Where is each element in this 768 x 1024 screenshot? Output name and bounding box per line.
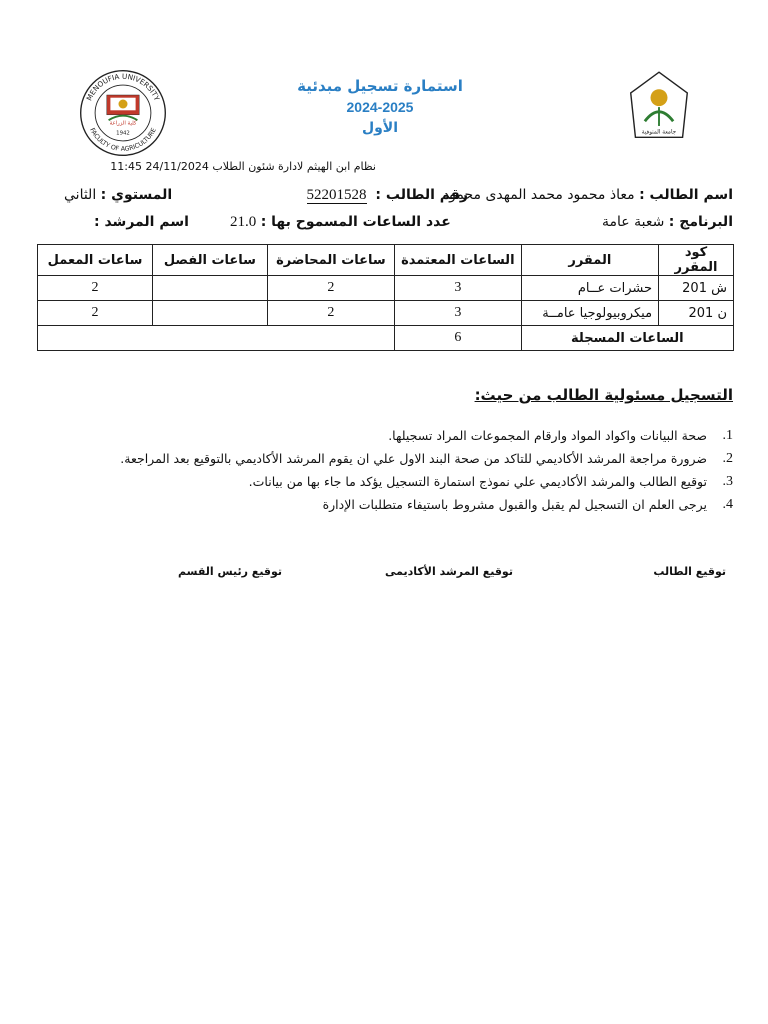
university-logo: [626, 68, 692, 154]
program-row: [602, 214, 733, 230]
note-text: توقيع الطالب والمرشد الأكاديمي علي نموذج استمارة التسجيل يؤكد ما جاء بها من بيانات.: [248, 474, 707, 489]
level-label: المستوي :: [100, 187, 173, 203]
allowed-hours-label: عدد الساعات المسموح بها :: [260, 214, 451, 230]
note-number: 4.: [722, 497, 733, 512]
faculty-logo: [78, 68, 168, 162]
student-name-label: اسم الطالب :: [639, 187, 733, 203]
total-row-empty: [38, 326, 395, 351]
note-text: ضرورة مراجعة المرشد الأكاديمي للتاكد من صحة البند الاول علي ان يقوم المرشد الأكاديمي بالتوقيع بعد المراجعة.: [120, 451, 707, 466]
advisor-label: اسم المرشد :: [94, 214, 189, 230]
note-number: 2.: [722, 451, 733, 466]
header-course-name: المقرر: [521, 245, 658, 276]
note-text: يرجى العلم ان التسجيل لم يقبل والقبول مشروط باستيفاء متطلبات الإدارة: [322, 497, 707, 512]
list-item: [53, 424, 733, 447]
head-signature-label: توقيع رئيس القسم: [178, 565, 283, 578]
cell-section-hours: [152, 276, 267, 301]
list-item: [53, 470, 733, 493]
system-timestamp-line: نظام ابن الهيثم لادارة شئون الطلاب 24/11/2024 11:45: [110, 160, 376, 173]
header-section-hours: ساعات الفصل: [152, 245, 267, 276]
cell-course-name: ميكروبيولوجيا عامــة: [521, 301, 658, 326]
student-id-row: [307, 187, 469, 204]
logo-inner-text: كلية الزراعة: [109, 120, 137, 127]
semester: الأول: [361, 120, 399, 136]
total-hours-label: الساعات المسجلة: [521, 326, 733, 351]
program-label: البرنامج :: [668, 214, 733, 230]
header-credit-hours: الساعات المعتمدة: [395, 245, 522, 276]
table-total-row: [38, 326, 734, 351]
academic-year: 2024-2025: [346, 99, 414, 115]
level-value: الثاني: [64, 187, 97, 203]
allowed-hours-value: 21.0: [230, 214, 257, 230]
table-header-row: [38, 245, 734, 276]
header-lecture-hours: ساعات المحاضرة: [267, 245, 394, 276]
level-row: [64, 187, 172, 203]
cell-lecture-hours: 2: [267, 276, 394, 301]
header-lab-hours: ساعات المعمل: [38, 245, 153, 276]
form-title-block: [230, 76, 530, 139]
form-title: استمارة تسجيل مبدئية: [297, 77, 463, 95]
allowed-hours-row: [230, 214, 451, 231]
courses-table: [37, 244, 734, 351]
logo-text-bottom: FACULTY OF AGRICULTURE: [88, 127, 158, 153]
cell-lecture-hours: 2: [267, 301, 394, 326]
cell-course-code: ش 201: [659, 276, 734, 301]
cell-credit-hours: 3: [395, 301, 522, 326]
note-number: 1.: [722, 428, 733, 443]
advisor-row: [94, 214, 189, 230]
student-id-label: رقم الطالب :: [375, 187, 468, 203]
cell-credit-hours: 3: [395, 276, 522, 301]
note-number: 3.: [722, 474, 733, 489]
table-row: [38, 276, 734, 301]
logo-text-top: MENOUFIA UNIVERSITY: [84, 71, 162, 103]
list-item: [53, 493, 733, 516]
cell-course-code: ن 201: [659, 301, 734, 326]
list-item: [53, 447, 733, 470]
notes-list: [53, 424, 733, 516]
total-hours-value: 6: [395, 326, 522, 351]
student-name-row: [443, 187, 733, 203]
header-course-code: كود المقرر: [659, 245, 734, 276]
cell-course-name: حشرات عــام: [521, 276, 658, 301]
student-name-value: معاذ محمود محمد المهدى محمود: [442, 187, 635, 203]
notes-title: التسجيل مسئولية الطالب من حيث:: [474, 386, 733, 404]
university-logo-text: جامعة المنوفية: [641, 129, 677, 136]
cell-lab-hours: 2: [38, 276, 153, 301]
cell-section-hours: [152, 301, 267, 326]
logo-year: 1942: [116, 130, 130, 137]
program-value: شعبة عامة: [602, 214, 665, 230]
student-signature-label: توقيع الطالب: [653, 565, 726, 578]
table-row: [38, 301, 734, 326]
cell-lab-hours: 2: [38, 301, 153, 326]
advisor-signature-label: توقيع المرشد الأكاديمى: [385, 565, 513, 578]
note-text: صحة البيانات واكواد المواد وارقام المجموعات المراد تسجيلها.: [388, 428, 707, 443]
student-id-value: 52201528: [306, 187, 367, 203]
